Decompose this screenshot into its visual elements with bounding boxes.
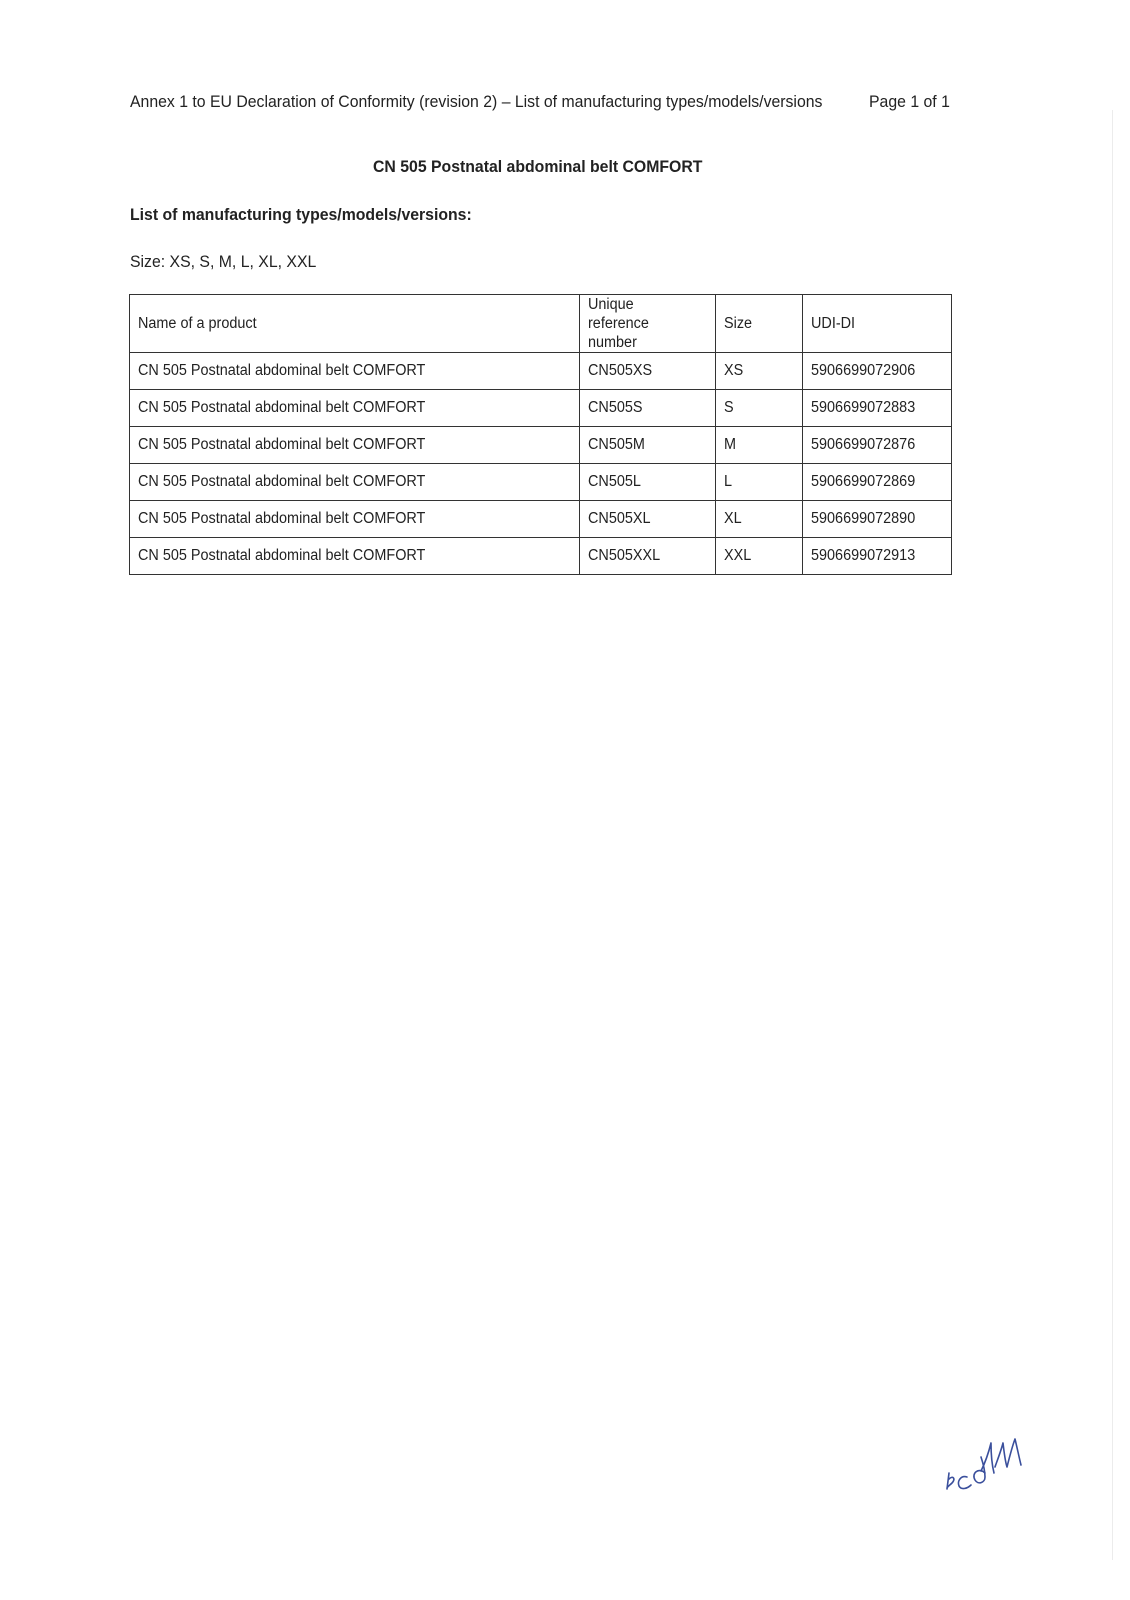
table-header-row <box>130 295 952 353</box>
reference-cell: CN505L <box>580 464 715 501</box>
udi-cell: 5906699072876 <box>803 427 952 464</box>
reference-cell: CN505M <box>580 427 715 464</box>
size-cell: XS <box>715 353 803 390</box>
udi-cell: 5906699072906 <box>803 353 952 390</box>
table-row <box>130 464 952 501</box>
handwritten-signature-icon <box>945 1433 1045 1493</box>
product-name-cell: CN 505 Postnatal abdominal belt COMFORT <box>130 464 580 501</box>
table-row <box>130 501 952 538</box>
column-header-udi: UDI-DI <box>803 295 952 353</box>
table-row <box>130 538 952 575</box>
column-header-reference: Unique reference number <box>580 295 715 353</box>
size-cell: S <box>715 390 803 427</box>
size-cell: L <box>715 464 803 501</box>
product-name-cell: CN 505 Postnatal abdominal belt COMFORT <box>130 390 580 427</box>
column-header-name: Name of a product <box>130 295 580 353</box>
reference-cell: CN505XXL <box>580 538 715 575</box>
udi-cell: 5906699072890 <box>803 501 952 538</box>
udi-cell: 5906699072883 <box>803 390 952 427</box>
udi-cell: 5906699072869 <box>803 464 952 501</box>
product-name-cell: CN 505 Postnatal abdominal belt COMFORT <box>130 501 580 538</box>
sizes-line: Size: XS, S, M, L, XL, XXL <box>130 252 317 271</box>
table-row <box>130 353 952 390</box>
size-cell: XL <box>715 501 803 538</box>
products-table <box>129 294 952 575</box>
annex-header: Annex 1 to EU Declaration of Conformity (revision 2) – List of manufacturing types/models/versions <box>130 92 823 111</box>
udi-cell: 5906699072913 <box>803 538 952 575</box>
section-heading: List of manufacturing types/models/versions: <box>130 205 472 224</box>
page-edge-shadow <box>1112 110 1113 1560</box>
product-name-cell: CN 505 Postnatal abdominal belt COMFORT <box>130 427 580 464</box>
table-row <box>130 390 952 427</box>
column-header-size: Size <box>715 295 803 353</box>
product-name-cell: CN 505 Postnatal abdominal belt COMFORT <box>130 538 580 575</box>
reference-cell: CN505XS <box>580 353 715 390</box>
document-title: CN 505 Postnatal abdominal belt COMFORT <box>373 157 703 176</box>
size-cell: XXL <box>715 538 803 575</box>
reference-cell: CN505XL <box>580 501 715 538</box>
table-row <box>130 427 952 464</box>
product-name-cell: CN 505 Postnatal abdominal belt COMFORT <box>130 353 580 390</box>
reference-cell: CN505S <box>580 390 715 427</box>
size-cell: M <box>715 427 803 464</box>
page-number: Page 1 of 1 <box>869 92 950 111</box>
